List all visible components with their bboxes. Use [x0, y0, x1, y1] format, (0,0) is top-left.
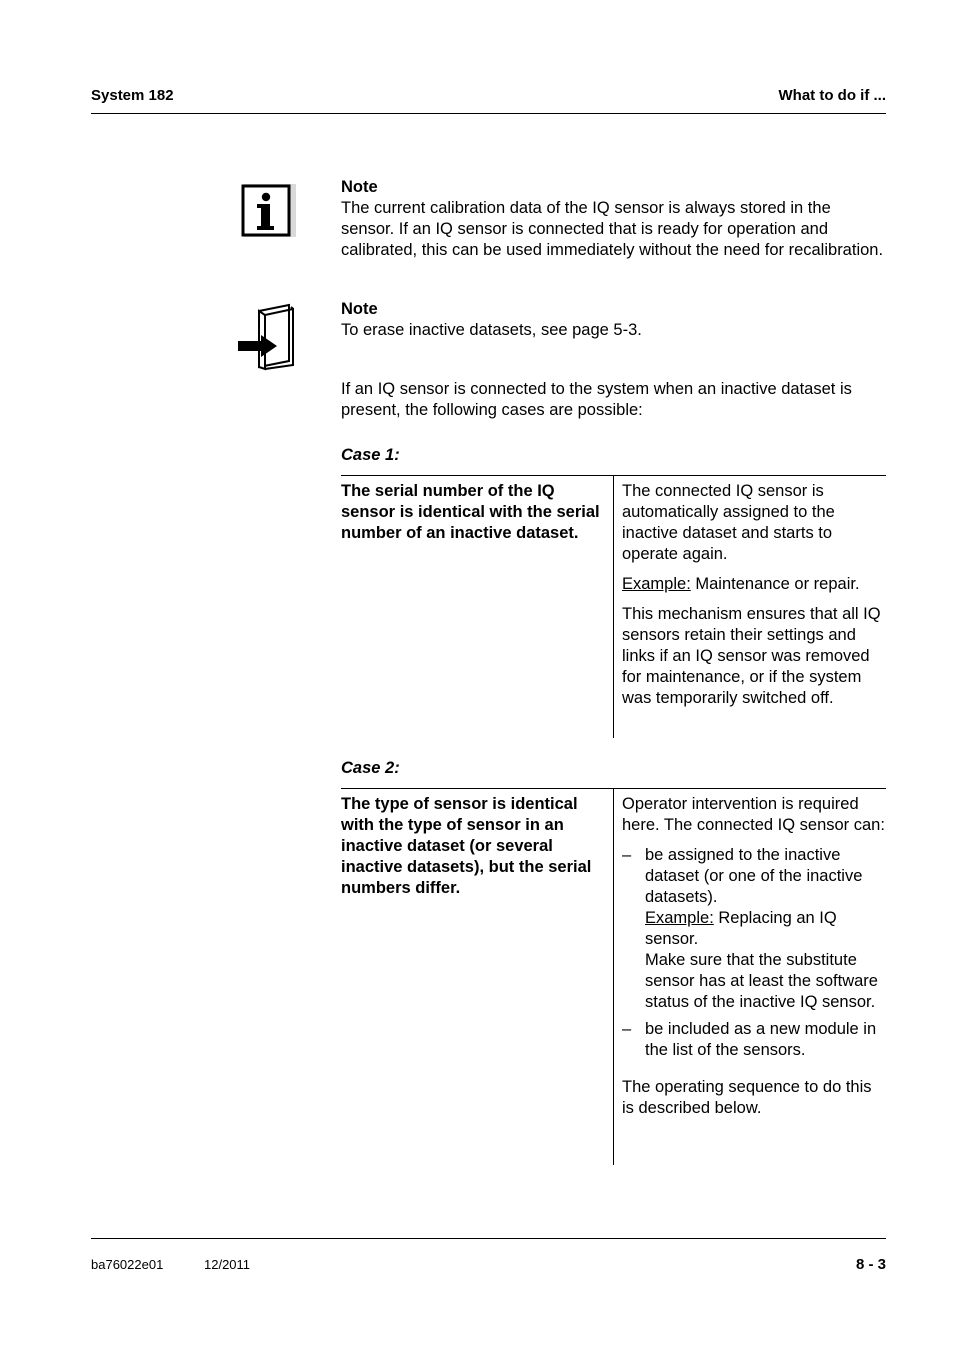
note-body: To erase inactive datasets, see page 5-3. — [341, 321, 642, 339]
case-1-label: Case 1: — [341, 446, 400, 464]
case-2-condition: The type of sensor is identical with the type of sensor in an inactive dataset (or several inactive datasets), but the serial numbers differ. — [341, 795, 592, 897]
case-1-result-text: The connected IQ sensor is automatically assigned to the inactive dataset and starts to operate again. — [622, 482, 835, 563]
case-2-option-assign — [622, 845, 886, 1013]
book-reference-icon — [237, 303, 297, 371]
case-1-table — [341, 475, 886, 738]
example-text: Replacing an IQ sensor. — [645, 909, 837, 948]
footer-date: 12/2011 — [204, 1257, 251, 1272]
example-label: Example: — [645, 909, 714, 927]
case-2-result — [622, 789, 886, 1128]
case-2-intro: Operator intervention is required here. The connected IQ sensor can: — [622, 795, 885, 834]
dash-bullet: – — [622, 1020, 632, 1038]
note-block-calibration — [341, 177, 886, 261]
case-1-example — [622, 574, 886, 595]
footer-rule — [91, 1238, 886, 1239]
option-assign-note: Make sure that the substitute sensor has at least the software status of the inactive IQ sensor. — [645, 951, 878, 1011]
example-text: Maintenance or repair. — [690, 575, 860, 593]
note-title: Note — [341, 300, 378, 318]
case-2-outro: The operating sequence to do this is described below. — [622, 1078, 872, 1117]
header-rule — [91, 113, 886, 114]
case-2-label: Case 2: — [341, 759, 400, 777]
note-body: The current calibration data of the IQ sensor is always stored in the sensor. If an IQ sensor is connected that is ready for operation and calibrated, this can be used immediately without the need for recalibration. — [341, 199, 884, 259]
case-1-mechanism: This mechanism ensures that all IQ sensors retain their settings and links if an IQ sensor was removed for maintenance, or if the system was temporarily switched off. — [622, 605, 881, 707]
header-chapter: What to do if ... — [778, 87, 886, 104]
option-new-module-text: be included as a new module in the list of the sensors. — [645, 1020, 877, 1059]
example-label: Example: — [622, 575, 691, 593]
dash-bullet: – — [622, 846, 632, 864]
option-assign-text: be assigned to the inactive dataset (or one of the inactive datasets). — [645, 846, 863, 906]
case-2-table — [341, 788, 886, 1165]
footer-document-number: ba76022e01 — [91, 1257, 164, 1272]
intro-paragraph: If an IQ sensor is connected to the system when an inactive dataset is present, the following cases are possible: — [341, 380, 852, 419]
case-1-result — [622, 476, 886, 718]
info-icon — [241, 182, 297, 238]
option-assign-example — [645, 908, 886, 950]
case-2-option-new-module — [622, 1019, 886, 1061]
note-title: Note — [341, 178, 378, 196]
case-1-condition: The serial number of the IQ sensor is identical with the serial number of an inactive dataset. — [341, 482, 600, 542]
column-divider — [613, 789, 614, 1165]
header-title: System 182 — [91, 87, 174, 104]
column-divider — [613, 476, 614, 738]
page-number: 8 - 3 — [855, 1256, 886, 1273]
note-block-erase — [341, 299, 886, 341]
